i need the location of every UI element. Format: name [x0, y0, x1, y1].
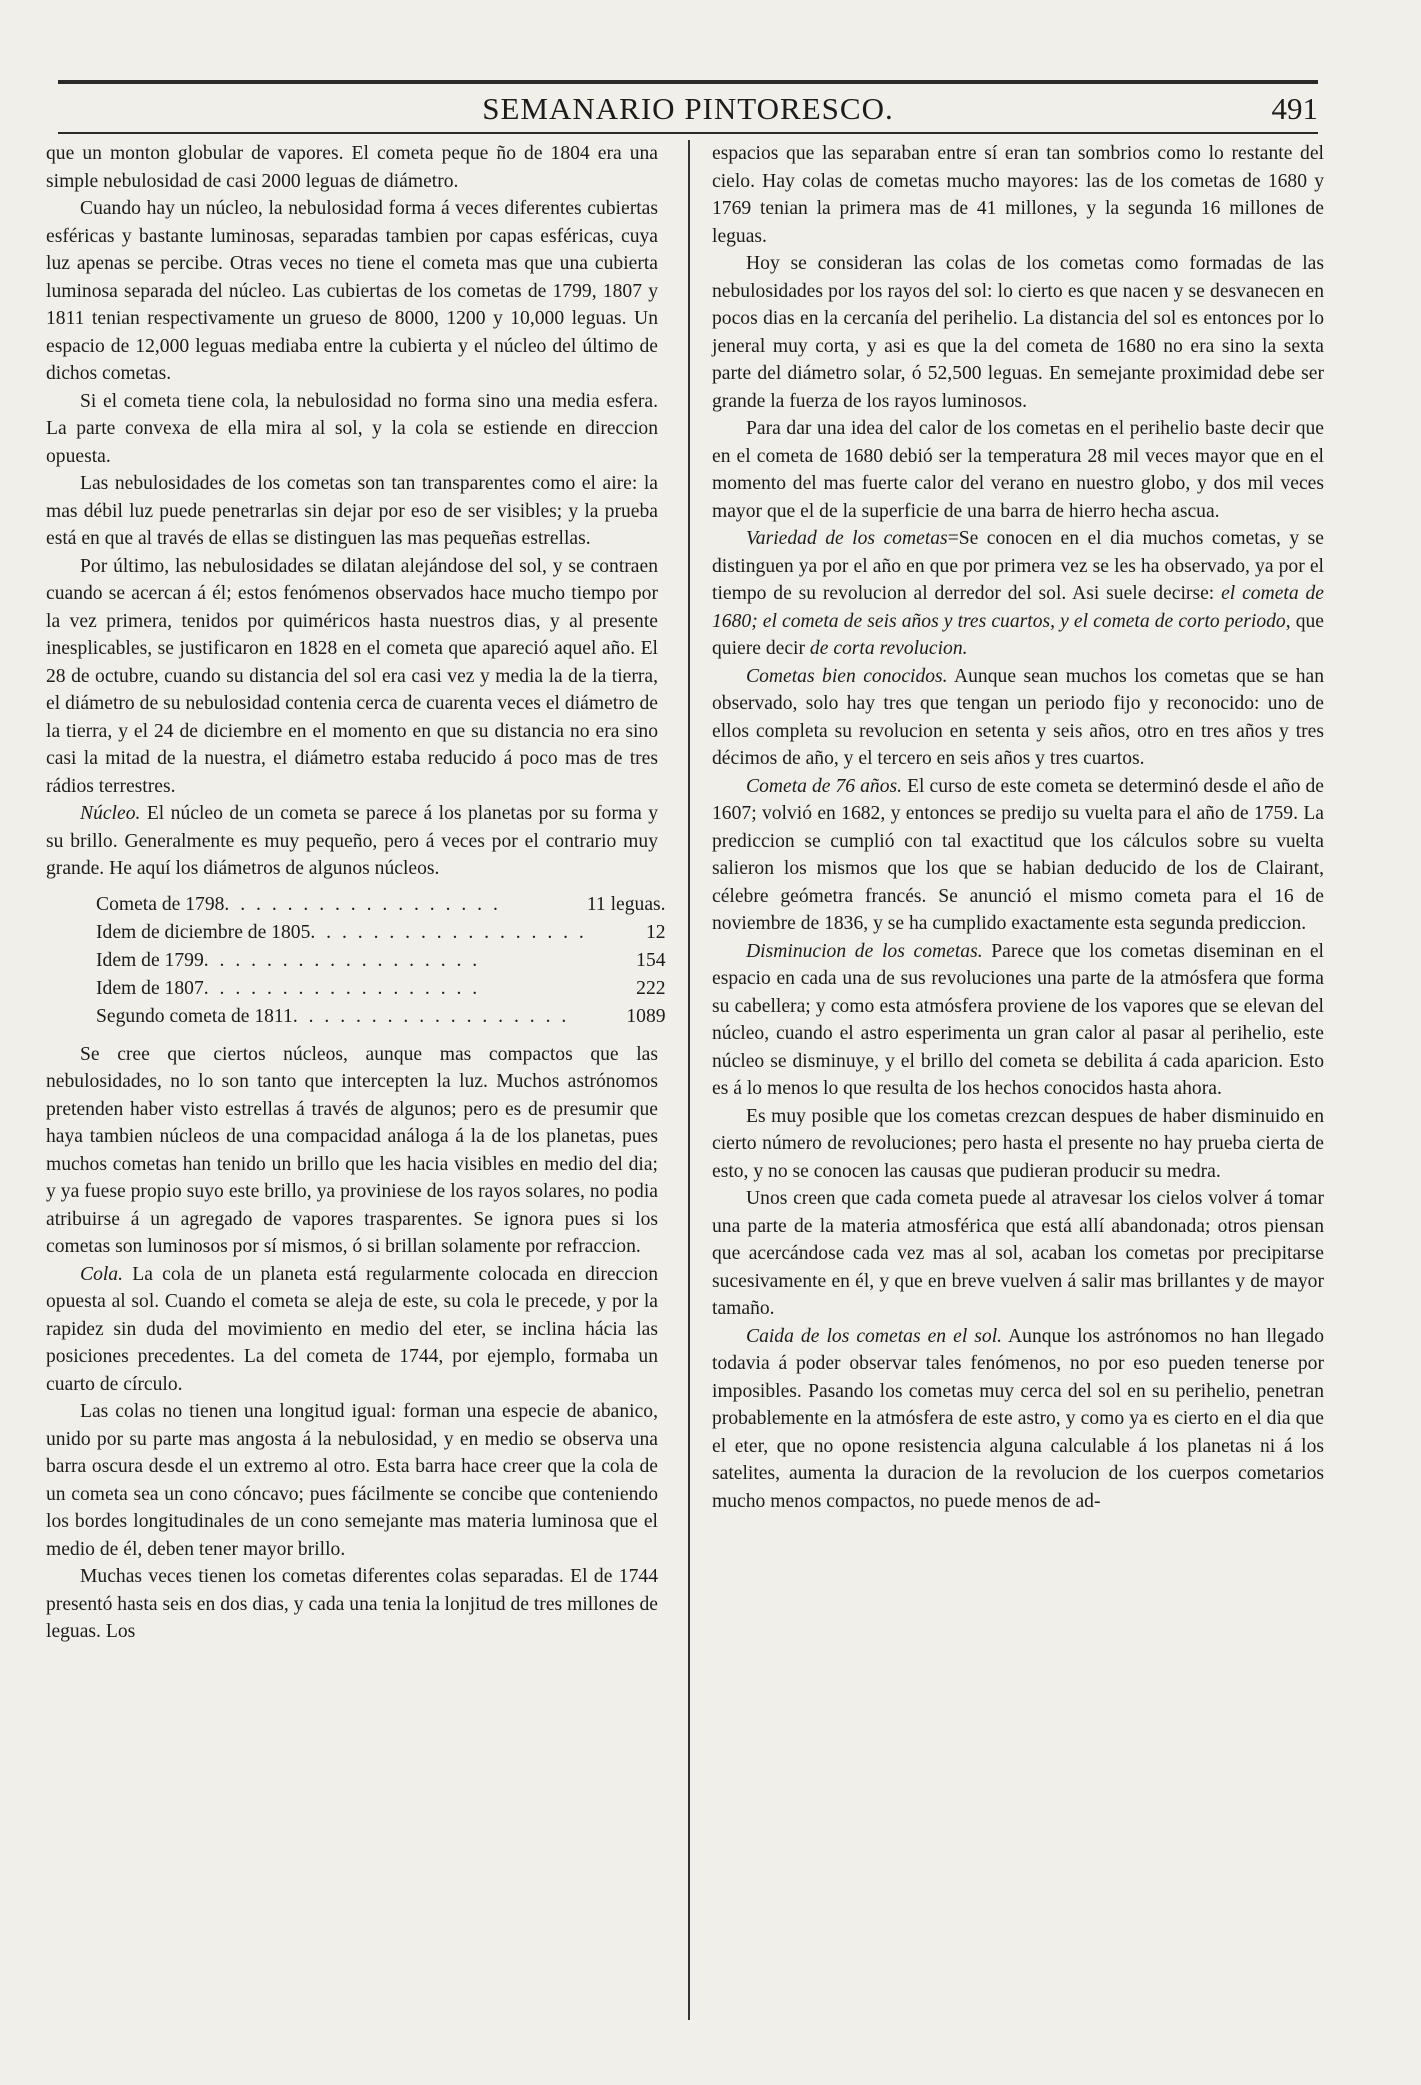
leader-dots: . . . . . . . . . . . . . . . . . . [310, 921, 587, 943]
page-number: 491 [1271, 91, 1318, 126]
paragraph-text: Aunque los astrónomos no han llegado todavia á poder observar tales fenómenos, no por eso pueden tenerse por imposibles. Pasando los cometas muy cerca del sol en su perihelio, penetran probablemente en la atmósfera de este astro, y como ya es cierto en el dia que el eter, que no opone resistencia alguna calculable á los planetas ni á los satelites, aumenta la duracion de la revolucion de los cuerpos cometarios mucho menos compactos, no puede menos de ad- [712, 1325, 1324, 1512]
table-row [96, 891, 666, 919]
table-row [96, 919, 666, 947]
section-heading: Variedad de los cometas [746, 528, 948, 549]
paragraph-cola [46, 1261, 658, 1399]
table-value: 1089 [626, 1005, 666, 1027]
paragraph-text: , que quiere decir [712, 610, 1324, 659]
section-heading: Núcleo. [80, 803, 141, 824]
paragraph: que un monton globular de vapores. El cometa peque ño de 1804 era una simple nebulosidad de casi 2000 leguas de diámetro. [46, 143, 658, 192]
paragraph-text: El núcleo de un cometa se parece á los planetas por su forma y su brillo. Generalmente es muy pequeño, pero á veces por el contrario muy grande. He aquí los diámetros de algunos núcleos. [46, 803, 658, 879]
table-value: 222 [636, 977, 666, 999]
table-value: 154 [636, 949, 666, 971]
left-column [46, 140, 666, 1646]
header-bottom-rule [58, 132, 1318, 134]
paragraph: Por último, las nebulosidades se dilatan alejándose del sol, y se contraen cuando se acercan á él; estos fenómenos observados hace mucho tiempo por la vez primera, tenidos por quiméricos hasta nuestros dias, y al presente inesplicables, se justificaron en 1828 en el cometa que apareció aquel año. El 28 de octubre, cuando su distancia del sol era casi vez y media la de la tierra, el diámetro de su nebulosidad contenia cerca de cuarenta veces el diámetro de la tierra, y el 24 de diciembre en el momento en que su distancia no era sino casi la mitad de la nuestra, el diámetro estaba reducido á poco mas de tres rádios terrestres. [46, 555, 658, 797]
paragraph-text: Aunque sean muchos los cometas que se han observado, solo hay tres que tengan un periodo fijo y reconocido: uno de ellos completa su revolucion en setenta y seis años, otro en tres años y tres décimos de año, y el tercero en seis años y tres cuartos. [712, 665, 1324, 769]
table-label: Cometa de 1798 [96, 893, 225, 915]
table-label: Idem de diciembre de 1805 [96, 921, 311, 943]
header-top-rule [58, 80, 1318, 84]
table-value: 11 leguas. [586, 893, 666, 915]
table-value: 12 [645, 921, 666, 943]
table-label: Segundo cometa de 1811 [96, 1005, 293, 1027]
table-label: Idem de 1799 [96, 949, 204, 971]
nucleus-diameters-table [96, 891, 666, 1031]
italic-phrase: de corta revolucion. [809, 638, 968, 659]
table-row [96, 975, 666, 1003]
section-heading: Cometas bien conocidos. [746, 665, 948, 687]
leader-dots: . . . . . . . . . . . . . . . . . . [203, 977, 481, 999]
section-heading: Cola. [80, 1263, 124, 1285]
section-heading: Disminucion de los cometas. [746, 940, 983, 962]
right-column [712, 140, 1324, 1515]
paragraph-76-anos [712, 773, 1324, 938]
table-row [96, 947, 666, 975]
paragraph-text: La cola de un planeta está regularmente colocada en direccion opuesta al sol. Cuando el cometa se aleja de este, su cola le precede, y por la rapidez sin duda del movimiento en medio del eter, se inclina hácia las posiciones precedentes. La del cometa de 1744, por ejemplo, formaba un cuarto de círculo. [46, 1263, 658, 1395]
paragraph-text: El curso de este cometa se determinó desde el año de 1607; volvió en 1682, y entonces se predijo su vuelta para el año de 1759. La prediccion se cumplió con tal exactitud que los cálculos sobre su vuelta salieron los mismos que los que se habian deducido de los de Clairant, célebre geómetra francés. Se anunció el mismo cometa para el 16 de noviembre de 1836, y se ha cumplido exactamente esta segunda prediccion. [712, 775, 1325, 934]
italic-phrase: el cometa de 1680; el cometa de seis años y tres cuartos, y el cometa de corto periodo [712, 583, 1325, 632]
column-divider [688, 140, 690, 2020]
paragraph: Hoy se consideran las colas de los cometas como formadas de las nebulosidades por los rayos del sol: lo cierto es que nacen y se desvanecen en pocos dias en la cercanía del perihelio. La distancia del sol es entonces por lo jeneral muy corta, y asi es que la del cometa de 1680 no era sino la sexta parte del diámetro solar, ó 52,500 leguas. En semejante proximidad debe ser grande la fuerza de los rayos luminosos. [712, 253, 1324, 412]
paragraph-disminucion [712, 938, 1324, 1103]
paragraph-nucleo [46, 800, 658, 883]
paragraph-text: =Se conocen en el dia muchos cometas, y se distinguen ya por el año en que por primera vez se les ha observado, ya por el tiempo de su revolucion al derredor del sol. Asi suele decirse: [712, 528, 1324, 604]
paragraph-conocidos [712, 663, 1324, 773]
paragraph: Es muy posible que los cometas crezcan despues de haber disminuido en cierto número de revoluciones; pero hasta el presente no hay prueba cierta de esto, y no se conocen las causas que pudieran producir su medra. [712, 1105, 1324, 1182]
leader-dots: . . . . . . . . . . . . . . . . . . [203, 949, 481, 971]
leader-dots: . . . . . . . . . . . . . . . . . . [224, 893, 501, 915]
table-label: Idem de 1807 [96, 977, 204, 999]
page-header [58, 80, 1318, 138]
paragraph: Las colas no tienen una longitud igual: forman una especie de abanico, unido por su parte mas angosta á la nebulosidad, y en medio se observa una barra oscura desde el un extremo al otro. Esta barra hace creer que la cola de un cometa sea un cono cóncavo; pues fácilmente se concibe que conteniendo los bordes longitudinales de un cono semejante mas materia luminosa que el medio de él, deben tener mayor brillo. [46, 1401, 658, 1560]
paragraph: Si el cometa tiene cola, la nebulosidad no forma sino una media esfera. La parte convexa de ella mira al sol, y la cola se estiende en direccion opuesta. [46, 390, 658, 467]
paragraph: Unos creen que cada cometa puede al atravesar los cielos volver á tomar una parte de la materia atmosférica que está allí abandonada; otros piensan que acercándose cada vez mas al sol, acaban los cometas por precipitarse sucesivamente en él, y que en breve vuelven á salir mas brillantes y de mayor tamaño. [712, 1188, 1324, 1319]
table-row [96, 1003, 666, 1031]
paragraph-variedad [712, 525, 1324, 663]
paragraph: Se cree que ciertos núcleos, aunque mas compactos que las nebulosidades, no lo son tanto que intercepten la luz. Muchos astrónomos pretenden haber visto estrellas á través de algunos; pero es de presumir que haya tambien núcleos de una compacidad análoga á la de los planetas, pues muchos cometas han tenido un brillo que les hacia visibles en medio del dia; y ya fuese propio suyo este brillo, ya proviniese de los rayos solares, no podia atribuirse á un agregado de vapores trasparentes. Se ignora pues si los cometas son luminosos por sí mismos, ó si brillan solamente por refraccion. [46, 1043, 658, 1257]
paragraph: Para dar una idea del calor de los cometas en el perihelio baste decir que en el cometa de 1680 debió ser la temperatura 28 mil veces mayor que en el momento del mas fuerte calor del verano en nuestro globo, y dos mil veces mayor que el de la superficie de una barra de hierro hecha ascua. [712, 418, 1324, 522]
paragraph-caida [712, 1323, 1324, 1516]
section-heading: Caida de los cometas en el sol. [746, 1325, 1003, 1347]
paragraph: Muchas veces tienen los cometas diferentes colas separadas. El de 1744 presentó hasta seis en dos dias, y cada una tenia la lonjitud de tres millones de leguas. Los [46, 1566, 658, 1642]
paragraph-text: Parece que los cometas diseminan en el espacio en cada una de sus revoluciones una parte de la atmósfera que forma su cabellera; y como esta atmósfera proviene de los vapores que se elevan del núcleo, cuando el astro esperimenta un gran calor al pasar al perihelio, este núcleo se disminuye, y el brillo del cometa se debilita á cada aparicion. Esto es á lo menos lo que resulta de los hechos conocidos hasta ahora. [712, 940, 1324, 1099]
leader-dots: . . . . . . . . . . . . . . . . . . [292, 1005, 570, 1027]
paragraph: Cuando hay un núcleo, la nebulosidad forma á veces diferentes cubiertas esféricas y bastante luminosas, separadas tambien por capas esféricas, cuya luz apenas se percibe. Otras veces no tiene el cometa mas que una cubierta luminosa separada del núcleo. Las cubiertas de los cometas de 1799, 1807 y 1811 tenian respectivamente un grueso de 8000, 1200 y 10,000 leguas. Un espacio de 12,000 leguas mediaba entre la cubierta y el núcleo del último de dichos cometas. [46, 198, 658, 384]
masthead-title: SEMANARIO PINTORESCO. [482, 91, 894, 126]
section-heading: Cometa de 76 años. [746, 775, 903, 797]
paragraph: Las nebulosidades de los cometas son tan transparentes como el aire: la mas débil luz puede penetrarlas sin dejar por eso de ser visibles; y la prueba está en que al través de ellas se distinguen las mas pequeñas estrellas. [46, 473, 658, 549]
paragraph: espacios que las separaban entre sí eran tan sombrios como lo restante del cielo. Hay colas de cometas mucho mayores: las de los cometas de 1680 y 1769 tenian la primera mas de 41 millones, y la segunda 16 millones de leguas. [712, 143, 1324, 247]
